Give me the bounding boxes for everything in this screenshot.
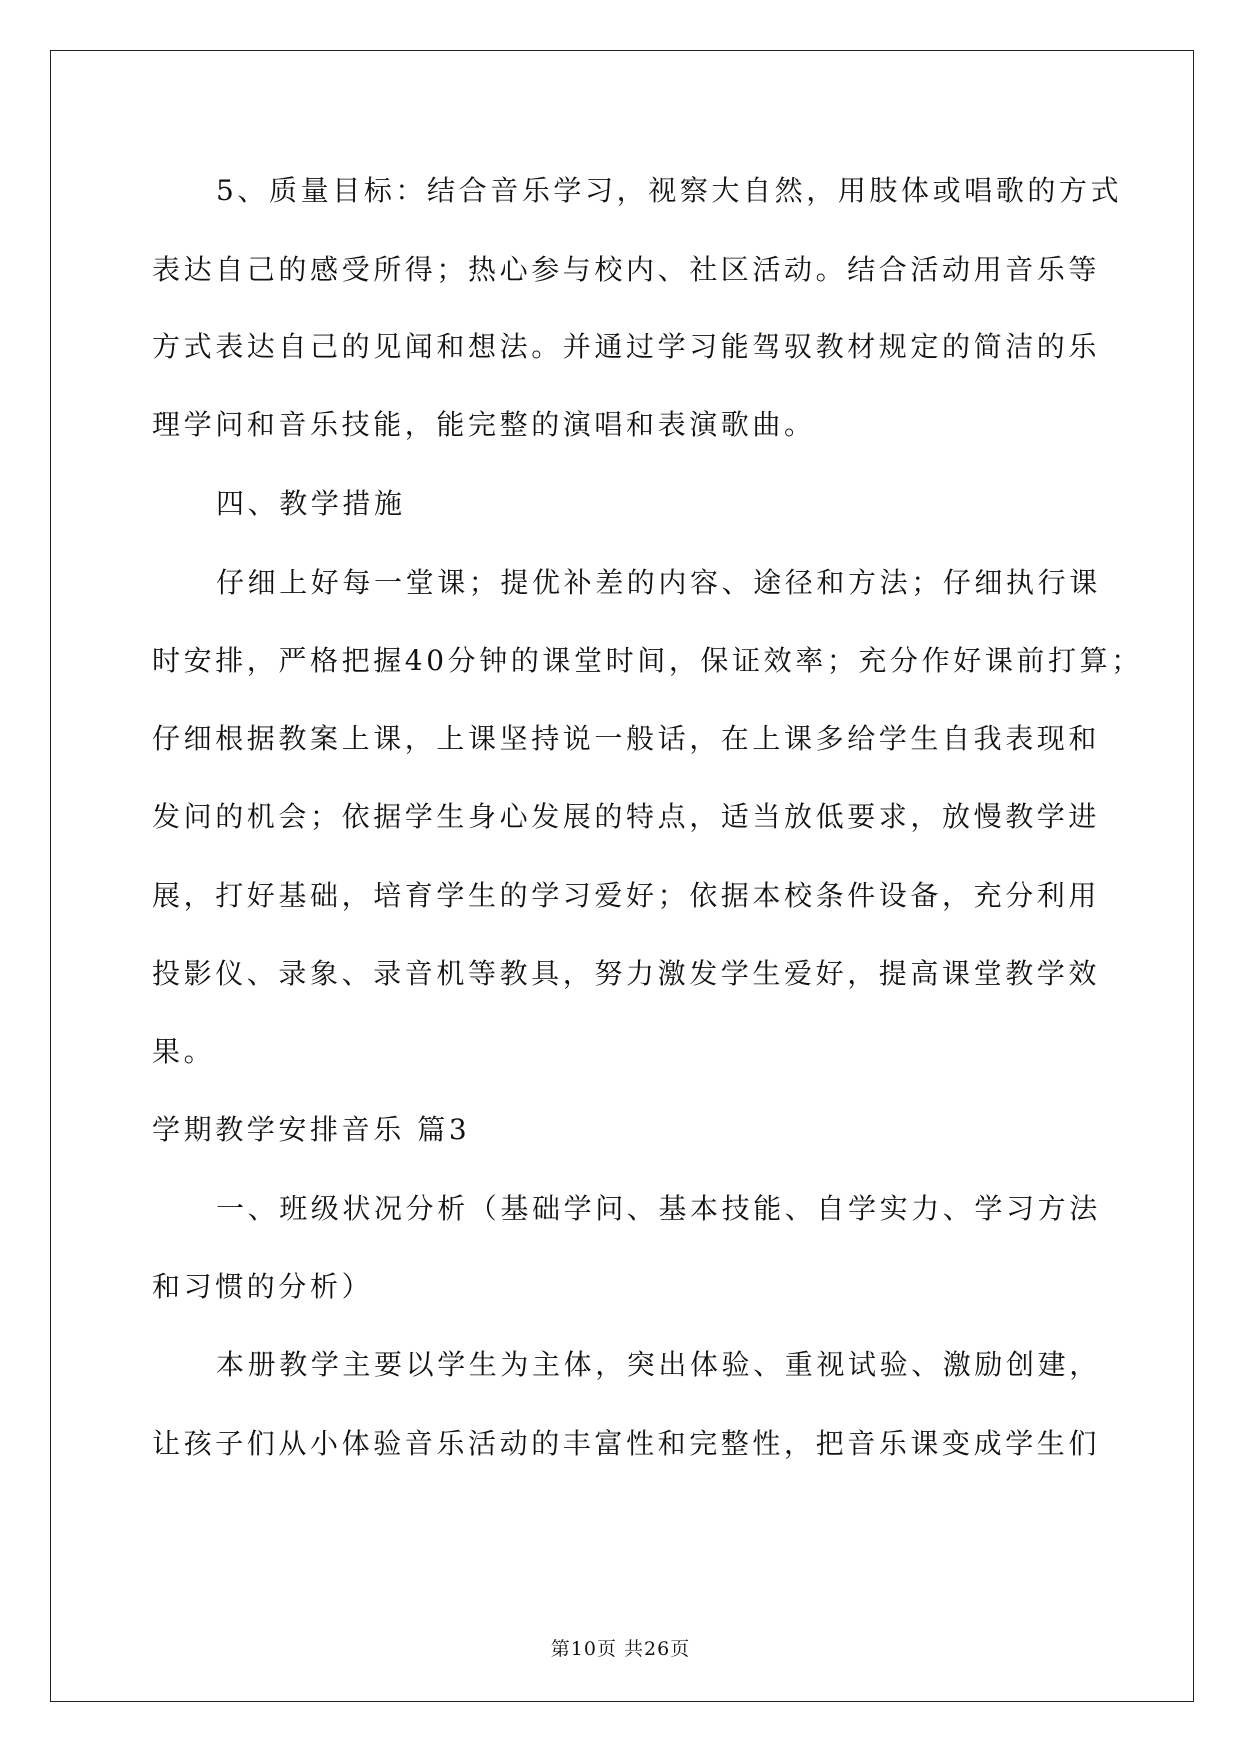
text-line: 仔细根据教案上课，上课坚持说一般话，在上课多给学生自我表现和: [152, 722, 1101, 755]
section-heading: 四、教学措施: [216, 487, 406, 520]
text-line: 理学问和音乐技能，能完整的演唱和表演歌曲。: [152, 408, 816, 441]
page-number-footer: 第10页 共26页: [550, 1638, 691, 1660]
text-line: 5、质量目标：结合音乐学习，视察大自然，用肢体或唱歌的方式: [216, 174, 1123, 207]
text-line: 果。: [152, 1035, 216, 1068]
article-title: 学期教学安排音乐 篇3: [152, 1113, 471, 1146]
text-line: 本册教学主要以学生为主体，突出体验、重视试验、激励创建，: [216, 1348, 1101, 1381]
text-line: 和习惯的分析）: [152, 1270, 374, 1303]
text-line: 时安排，严格把握40分钟的课堂时间，保证效率；充分作好课前打算；: [152, 644, 1143, 677]
text-line: 投影仪、录象、录音机等教具，努力激发学生爱好，提高课堂教学效: [152, 957, 1101, 990]
text-line: 展，打好基础，培育学生的学习爱好；依据本校条件设备，充分利用: [152, 879, 1101, 912]
text-line: 让孩子们从小体验音乐活动的丰富性和完整性，把音乐课变成学生们: [152, 1427, 1101, 1460]
text-line: 发问的机会；依据学生身心发展的特点，适当放低要求，放慢教学进: [152, 800, 1101, 833]
section-heading: 一、班级状况分析（基础学问、基本技能、自学实力、学习方法: [216, 1192, 1101, 1225]
text-line: 表达自己的感受所得；热心参与校内、社区活动。结合活动用音乐等: [152, 253, 1101, 286]
text-line: 方式表达自己的见闻和想法。并通过学习能驾驭教材规定的简洁的乐: [152, 330, 1101, 363]
text-line: 仔细上好每一堂课；提优补差的内容、途径和方法；仔细执行课: [216, 566, 1101, 599]
